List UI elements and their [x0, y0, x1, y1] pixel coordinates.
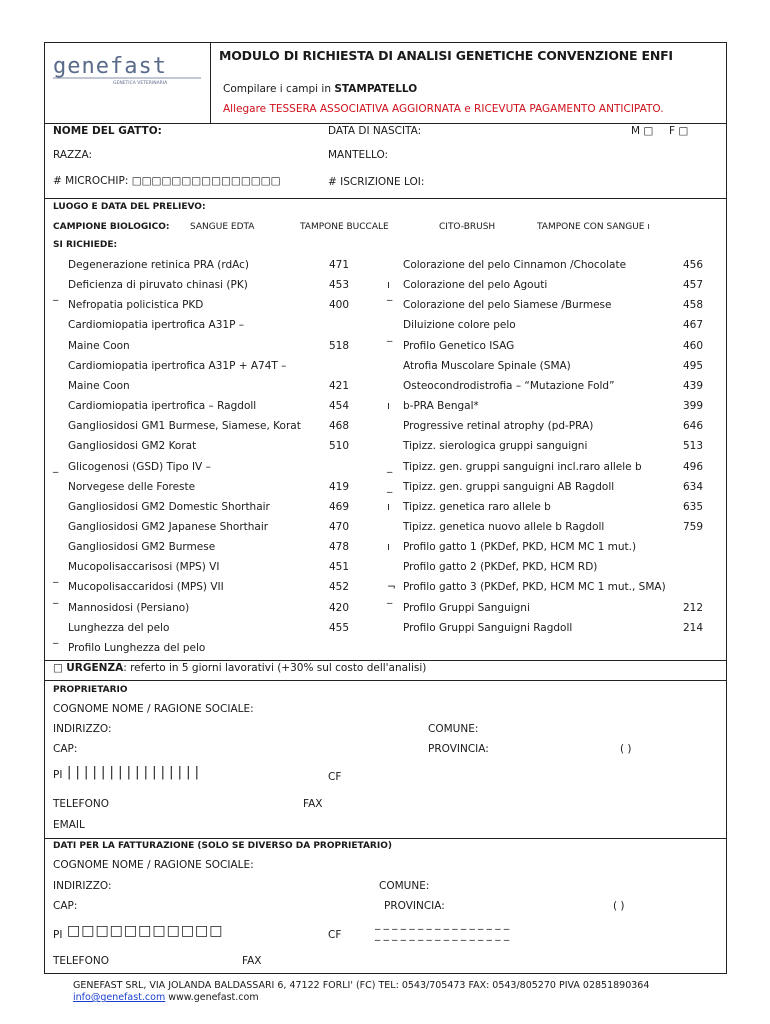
test-name: Profilo gatto 1 (PKDef, PKD, HCM MC 1 mut.)	[403, 541, 637, 554]
test-code: 458	[683, 299, 704, 312]
test-code: 471	[329, 259, 350, 271]
test-code: 439	[683, 379, 704, 392]
microchip-field[interactable]: # MICROCHIP: □□□□□□□□□□□□□□□	[53, 175, 281, 187]
test-code: 518	[329, 339, 350, 352]
test-name: Colorazione del pelo Siamese /Burmese	[403, 299, 612, 312]
birth-date-label: DATA DI NASCITA:	[328, 125, 422, 137]
test-checkbox-mark[interactable]: _	[387, 480, 393, 493]
urgency-option[interactable]	[53, 662, 426, 675]
test-name: Tipizz. gen. gruppi sanguigni incl.raro allele b	[403, 460, 642, 473]
test-code: 455	[329, 621, 350, 634]
test-name: Norvegese delle Foreste	[68, 480, 196, 493]
billing-fax-label: FAX	[242, 955, 262, 967]
footer-contacts	[73, 992, 259, 1004]
attachment-note: Allegare TESSERA ASSOCIATIVA AGGIORNATA e RICEVUTA PAGAMENTO ANTICIPATO.	[223, 103, 664, 115]
test-name: Profilo Lunghezza del pelo	[68, 641, 206, 654]
test-code: 513	[683, 440, 704, 453]
sample-option-buccal[interactable]: TAMPONE BUCCALE	[300, 222, 389, 232]
owner-cf-label: CF	[328, 771, 342, 783]
test-code: 460	[683, 339, 704, 352]
coat-label: MANTELLO:	[328, 149, 389, 161]
billing-province-field[interactable]: ( )	[613, 900, 625, 912]
sex-m-checkbox[interactable]: M □	[631, 125, 654, 137]
test-code: 759	[683, 520, 704, 533]
owner-address-label: INDIRIZZO:	[53, 723, 112, 735]
test-checkbox-mark[interactable]: ¬	[387, 581, 396, 594]
test-checkbox-mark[interactable]: ı	[387, 279, 390, 292]
test-checkbox-mark[interactable]: ‾	[53, 581, 59, 594]
test-checkbox-mark[interactable]: ‾	[387, 299, 393, 312]
billing-province-label: PROVINCIA:	[384, 900, 445, 912]
test-name: Mannosidosi (Persiano)	[68, 601, 190, 614]
owner-email-label: EMAIL	[53, 819, 85, 831]
test-checkbox-mark[interactable]: _	[387, 460, 393, 473]
test-name: Profilo gatto 2 (PKDef, PKD, HCM RD)	[403, 561, 598, 574]
form-title: MODULO DI RICHIESTA DI ANALISI GENETICHE CONVENZIONE ENFI	[219, 48, 673, 63]
owner-section-title: PROPRIETARIO	[53, 685, 128, 695]
test-code: 453	[329, 279, 350, 292]
sample-section-title: LUOGO E DATA DEL PRELIEVO:	[53, 202, 206, 212]
test-name: Mucopolisaccarisosi (MPS) VI	[68, 561, 220, 574]
test-checkbox-mark[interactable]: ı	[387, 500, 390, 513]
test-name: Cardiomiopatia ipertrofica A31P + A74T –	[68, 359, 287, 372]
test-name: Maine Coon	[68, 339, 130, 352]
loi-label: # ISCRIZIONE LOI:	[328, 176, 425, 188]
footer-website: www.genefast.com	[165, 992, 259, 1003]
test-name: Progressive retinal atrophy (pd-PRA)	[403, 420, 594, 433]
test-name: Tipizz. sierologica gruppi sanguigni	[403, 440, 588, 453]
test-code: 420	[329, 601, 350, 614]
test-checkbox-mark[interactable]: _	[53, 460, 59, 473]
test-code: 635	[683, 500, 704, 513]
owner-pi-field[interactable]: | | | | | | | | | | | | | | | |	[67, 765, 200, 780]
urgency-checkbox[interactable]: □	[53, 662, 63, 674]
billing-cf-field-2[interactable]: _ _ _ _ _ _ _ _ _ _ _ _ _ _ _ _	[375, 929, 510, 941]
urgency-label: URGENZA	[66, 662, 124, 674]
test-code: 454	[329, 400, 350, 413]
svg-text:GENETICA VETERINARIA: GENETICA VETERINARIA	[113, 81, 168, 85]
test-name: Cardiomiopatia ipertrofica A31P –	[68, 319, 244, 332]
sample-option-blood-swab[interactable]: TAMPONE CON SANGUE ı	[537, 222, 650, 232]
test-name: Profilo Gruppi Sanguigni	[403, 601, 530, 614]
test-name: Diluizione colore pelo	[403, 319, 516, 332]
footer-email-link[interactable]: info@genefast.com	[73, 992, 166, 1003]
test-checkbox-mark[interactable]: ı	[387, 541, 390, 554]
test-name: b-PRA Bengal*	[403, 400, 479, 413]
test-name: Tipizz. gen. gruppi sanguigni AB Ragdoll	[403, 480, 615, 493]
instructions: Compilare i campi in STAMPATELLO	[223, 83, 418, 95]
biological-sample-label: CAMPIONE BIOLOGICO:	[53, 222, 170, 232]
owner-pi-label: PI	[53, 769, 63, 781]
test-name: Gangliosidosi GM2 Burmese	[68, 541, 216, 554]
test-name: Profilo Genetico ISAG	[403, 339, 515, 352]
test-code: 468	[329, 420, 350, 433]
billing-cap-label: CAP:	[53, 900, 78, 912]
breed-label: RAZZA:	[53, 149, 92, 161]
billing-pi-label: PI	[53, 929, 63, 941]
test-name: Gangliosidosi GM1 Burmese, Siamese, Korat	[68, 420, 301, 433]
request-form	[44, 42, 727, 974]
owner-phone-label: TELEFONO	[53, 798, 109, 810]
company-footer: GENEFAST SRL, VIA JOLANDA BALDASSARI 6, 47122 FORLI' (FC) TEL: 0543/705473 FAX: 0543/805270 PIVA 02851890364	[73, 980, 650, 991]
test-name: Gangliosidosi GM2 Korat	[68, 440, 197, 453]
test-code: 399	[683, 400, 704, 413]
test-name: Mucopolisaccaridosi (MPS) VII	[68, 581, 224, 594]
billing-section-title: DATI PER LA FATTURAZIONE (SOLO SE DIVERSO DA PROPRIETARIO)	[53, 841, 392, 851]
test-name: Glicogenosi (GSD) Tipo IV –	[68, 460, 211, 473]
cat-name-label: NOME DEL GATTO:	[53, 125, 162, 137]
test-name: Nefropatia policistica PKD	[68, 299, 204, 312]
owner-province-label: PROVINCIA:	[428, 743, 489, 755]
sample-option-edta[interactable]: SANGUE EDTA	[190, 222, 255, 232]
test-name: Tipizz. genetica nuovo allele b Ragdoll	[403, 520, 605, 533]
urgency-text: : referto in 5 giorni lavorativi (+30% sul costo dell'analisi)	[123, 662, 427, 674]
owner-name-label: COGNOME NOME / RAGIONE SOCIALE:	[53, 703, 254, 715]
test-code: 469	[329, 500, 350, 513]
test-code: 452	[329, 581, 350, 594]
test-code: 478	[329, 541, 350, 554]
test-name: Colorazione del pelo Cinnamon /Chocolate	[403, 259, 627, 271]
test-checkbox-mark[interactable]: ‾	[53, 601, 59, 614]
test-code: 451	[329, 561, 350, 574]
test-checkbox-mark[interactable]: ı	[387, 400, 390, 413]
genefast-logo	[53, 51, 203, 85]
test-code: 634	[683, 480, 704, 493]
test-name: Degenerazione retinica PRA (rdAc)	[68, 259, 250, 271]
owner-fax-label: FAX	[303, 798, 323, 810]
test-checkbox-mark[interactable]: ‾	[387, 339, 393, 352]
test-code: 212	[683, 601, 704, 614]
test-code: 214	[683, 621, 704, 634]
test-name: Colorazione del pelo Agouti	[403, 279, 548, 292]
test-code: 467	[683, 319, 704, 332]
billing-phone-label: TELEFONO	[53, 955, 109, 967]
billing-name-label: COGNOME NOME / RAGIONE SOCIALE:	[53, 859, 254, 871]
test-name: Deficienza di piruvato chinasi (PK)	[68, 279, 248, 292]
logo-cell	[45, 43, 211, 123]
test-name: Osteocondrodistrofia – “Mutazione Fold”	[403, 379, 615, 392]
billing-cf-field-1[interactable]: _ _ _ _ _ _ _ _ _ _ _ _ _ _ _ _	[375, 918, 510, 930]
test-code: 470	[329, 520, 350, 533]
test-code: 456	[683, 259, 704, 271]
test-name: Lunghezza del pelo	[68, 621, 170, 634]
test-checkbox-mark[interactable]: ‾	[387, 601, 393, 614]
sample-option-cito-brush[interactable]: CITO-BRUSH	[439, 222, 496, 232]
test-name: Profilo Gruppi Sanguigni Ragdoll	[403, 621, 573, 634]
test-name: Tipizz. genetica raro allele b	[403, 500, 551, 513]
test-code: 457	[683, 279, 704, 292]
sex-f-checkbox[interactable]: F □	[669, 125, 689, 137]
test-code: 400	[329, 299, 350, 312]
test-name: Profilo gatto 3 (PKDef, PKD, HCM MC 1 mut., SMA)	[403, 581, 666, 594]
owner-province-field[interactable]: ( )	[620, 743, 632, 755]
test-code: 421	[329, 379, 350, 392]
test-code: 419	[329, 480, 350, 493]
test-code: 646	[683, 420, 704, 433]
test-code: 495	[683, 359, 704, 372]
test-code: 510	[329, 440, 350, 453]
test-checkbox-mark[interactable]: ‾	[53, 641, 59, 654]
test-name: Cardiomiopatia ipertrofica – Ragdoll	[68, 400, 257, 413]
billing-cf-label: CF	[328, 929, 342, 941]
test-name: Atrofia Muscolare Spinale (SMA)	[403, 359, 571, 372]
test-checkbox-mark[interactable]: ‾	[53, 299, 59, 312]
test-name: Gangliosidosi GM2 Domestic Shorthair	[68, 500, 270, 513]
test-name: Gangliosidosi GM2 Japanese Shorthair	[68, 520, 269, 533]
owner-city-label: COMUNE:	[428, 723, 479, 735]
test-code: 496	[683, 460, 704, 473]
requests-label: SI RICHIEDE:	[53, 240, 118, 250]
owner-cap-label: CAP:	[53, 743, 78, 755]
svg-text:genefast: genefast	[53, 54, 167, 79]
billing-address-label: INDIRIZZO:	[53, 880, 112, 892]
billing-city-label: COMUNE:	[379, 880, 430, 892]
test-name: Maine Coon	[68, 379, 130, 392]
billing-pi-field[interactable]: □□□□□□□□□□□	[67, 923, 224, 939]
